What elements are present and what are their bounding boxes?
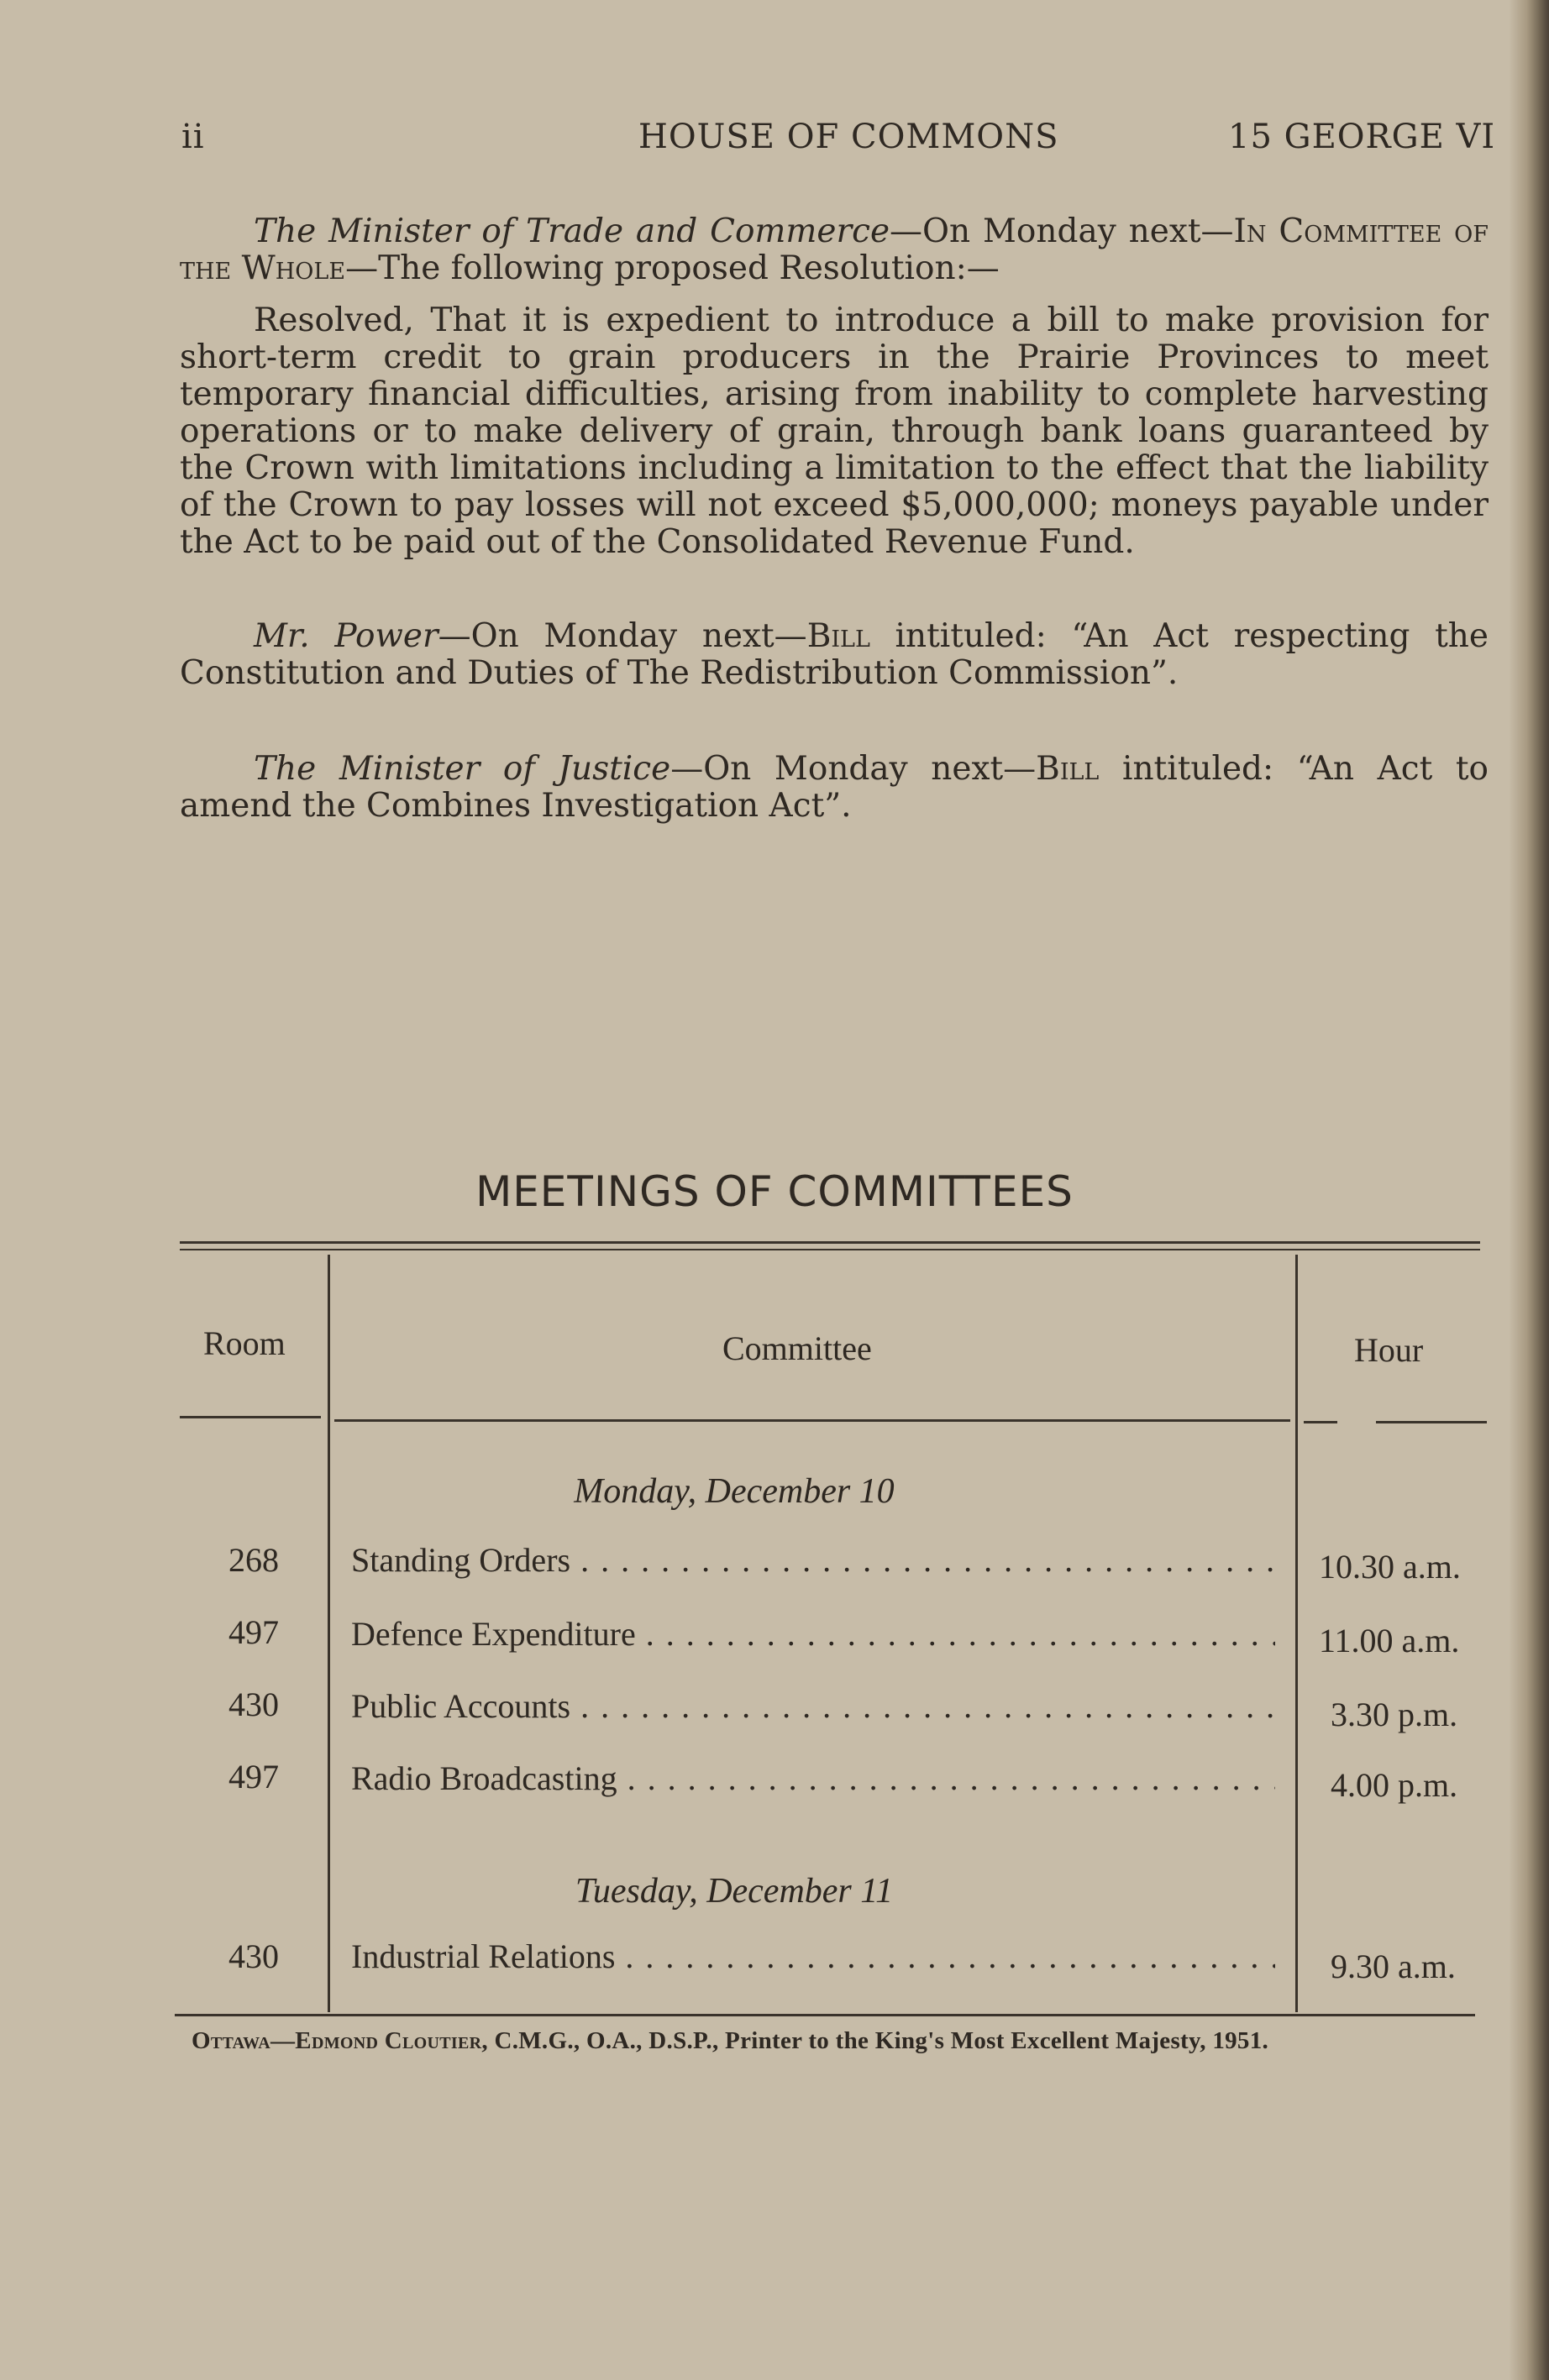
notice-power [180,618,1489,692]
regnal-year: 15 GEORGE VI [1228,118,1496,156]
notice-justice [180,751,1489,825]
committee-name: Radio Broadcasting [351,1759,617,1797]
hour-cell: 3.30 p.m. [1331,1696,1458,1733]
header-underline-hour-a [1304,1421,1337,1423]
running-title: HOUSE OF COMMONS [638,118,1059,156]
committee-cell [351,1540,1275,1580]
committee-cell [351,1686,1275,1726]
printer-name: Ottawa—Edmond Cloutier [192,2027,482,2054]
notice-text: —On Monday next— [670,750,1037,788]
notice-text: —On Monday next— [890,212,1234,250]
notice-text: —The following proposed Resolution:— [345,249,1000,287]
header-underline-hour-b [1376,1421,1487,1423]
day-heading-monday: Monday, December 10 [574,1472,895,1511]
column-divider-hour [1295,1255,1298,2012]
committee-name: Industrial Relations [351,1937,616,1975]
notice-trade-commerce [180,213,1489,561]
table-top-rule [180,1241,1480,1244]
hour-cell: 10.30 a.m. [1319,1548,1461,1586]
resolution-text: Resolved, That it is expedient to introduce a bill to make provision for short-term credit to grain producers in the Prairie Provinces to meet temporary financial difficulties, arising from inability to complete harvesting operations or to make delivery of grain, through bank loans guaranteed by the Crown with limitations including a limitation to the effect that the liability of the Crown to pay losses will not exceed $5,000,000; moneys payable under the Act to be paid out of the Consolidated Revenue Fund. [180,301,1489,561]
printer-details: , C.M.G., O.A., D.S.P., Printer to the King's Most Excellent Majesty, 1951. [481,2027,1269,2054]
room-cell: 430 [228,1685,279,1723]
column-header-committee: Committee [722,1329,872,1367]
committee-cell [351,1614,1275,1654]
room-cell: 430 [228,1937,279,1975]
hour-cell: 11.00 a.m. [1319,1622,1460,1659]
notice-mover: The Minister of Justice [254,750,671,788]
notice-text: intituled: “An Act to amend the Combines Investigation Act”. [180,750,1489,825]
notice-mover: Mr. Power [254,617,438,655]
room-cell: 497 [228,1758,279,1795]
column-header-hour: Hour [1354,1331,1424,1369]
committee-cell [351,1937,1275,1976]
table-bottom-rule [175,2014,1475,2016]
committee-cell [351,1759,1275,1798]
meetings-title-wrap [0,1167,1549,1216]
notice-smallcaps: Bill [806,617,870,655]
notice-smallcaps: Bill [1036,750,1100,788]
notice-text: —On Monday next— [438,617,807,655]
header-underline-room [180,1416,321,1418]
hour-cell: 4.00 p.m. [1331,1766,1458,1804]
committee-name: Defence Expenditure [351,1615,636,1653]
column-header-room: Room [203,1324,286,1362]
room-cell: 268 [228,1541,279,1579]
printer-imprint [192,2027,1268,2055]
hour-cell: 9.30 a.m. [1331,1948,1456,1985]
table-top-rule-2 [180,1249,1480,1250]
committee-name: Standing Orders [351,1541,571,1579]
room-cell: 497 [228,1613,279,1651]
notice-text: intituled: “An Act respecting the Constitution and Duties of The Redistribution Commission”. [180,617,1489,692]
header-underline-committee [334,1419,1290,1422]
notice-smallcaps: In Committee of the Whole [180,212,1489,287]
day-heading-tuesday: Tuesday, December 11 [575,1872,894,1911]
page-number: ii [181,118,205,156]
notice-mover: The Minister of Trade and Commerce [254,212,890,250]
meetings-title: MEETINGS OF COMMITTEES [475,1167,1074,1216]
committee-name: Public Accounts [351,1687,571,1725]
notice-trade-commerce-heading [180,213,1489,287]
